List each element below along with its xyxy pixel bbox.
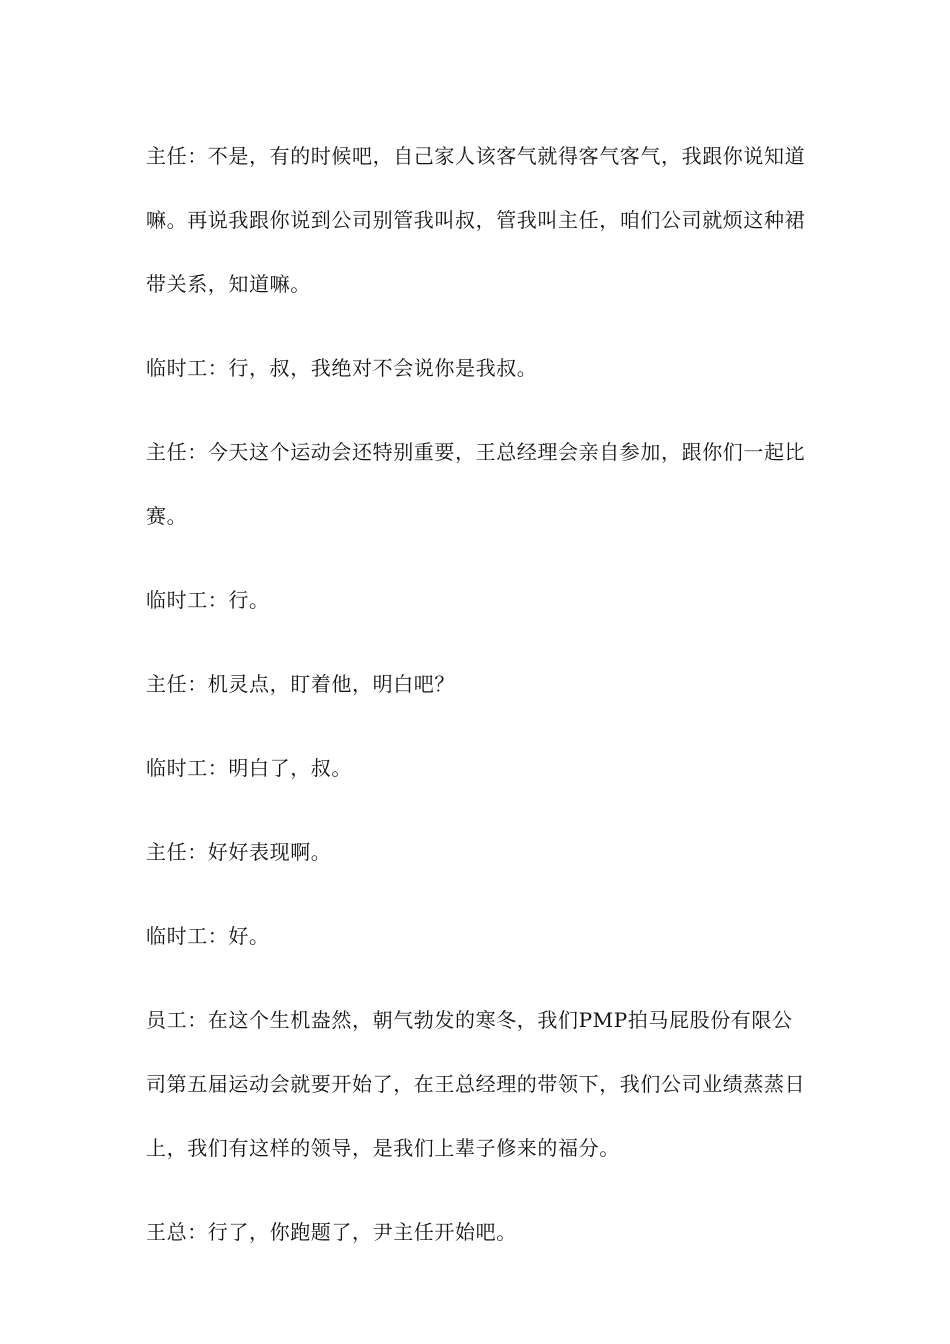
dialogue-line: 主任：好好表现啊。: [146, 840, 332, 864]
dialogue-line: 主任：不是，有的时候吧，自己家人该客气就得客气客气，我跟你说知道嘛。再说我跟你说到公司别管我叫叔，管我叫主任，咱们公司就烦这种裙带关系，知道嘛。: [146, 144, 806, 296]
dialogue-line: 临时工：行。: [146, 588, 270, 612]
dialogue-line: 临时工：好。: [146, 924, 270, 948]
dialogue-line: 主任：今天这个运动会还特别重要，王总经理会亲自参加，跟你们一起比赛。: [146, 440, 806, 528]
dialogue-line: 员工：在这个生机盎然，朝气勃发的寒冬，我们PMP拍马屁股份有限公司第五届运动会就要开始了，在王总经理的带领下，我们公司业绩蒸蒸日上，我们有这样的领导，是我们上辈子修来的福分。: [146, 1008, 806, 1160]
dialogue-body: [146, 124, 808, 1284]
dialogue-line: 临时工：行，叔，我绝对不会说你是我叔。: [146, 356, 538, 380]
dialogue-line: 王总：行了，你跑题了，尹主任开始吧。: [146, 1220, 517, 1244]
dialogue-line: 临时工：明白了，叔。: [146, 756, 352, 780]
dialogue-line: 主任：机灵点，盯着他，明白吧？: [146, 672, 455, 696]
